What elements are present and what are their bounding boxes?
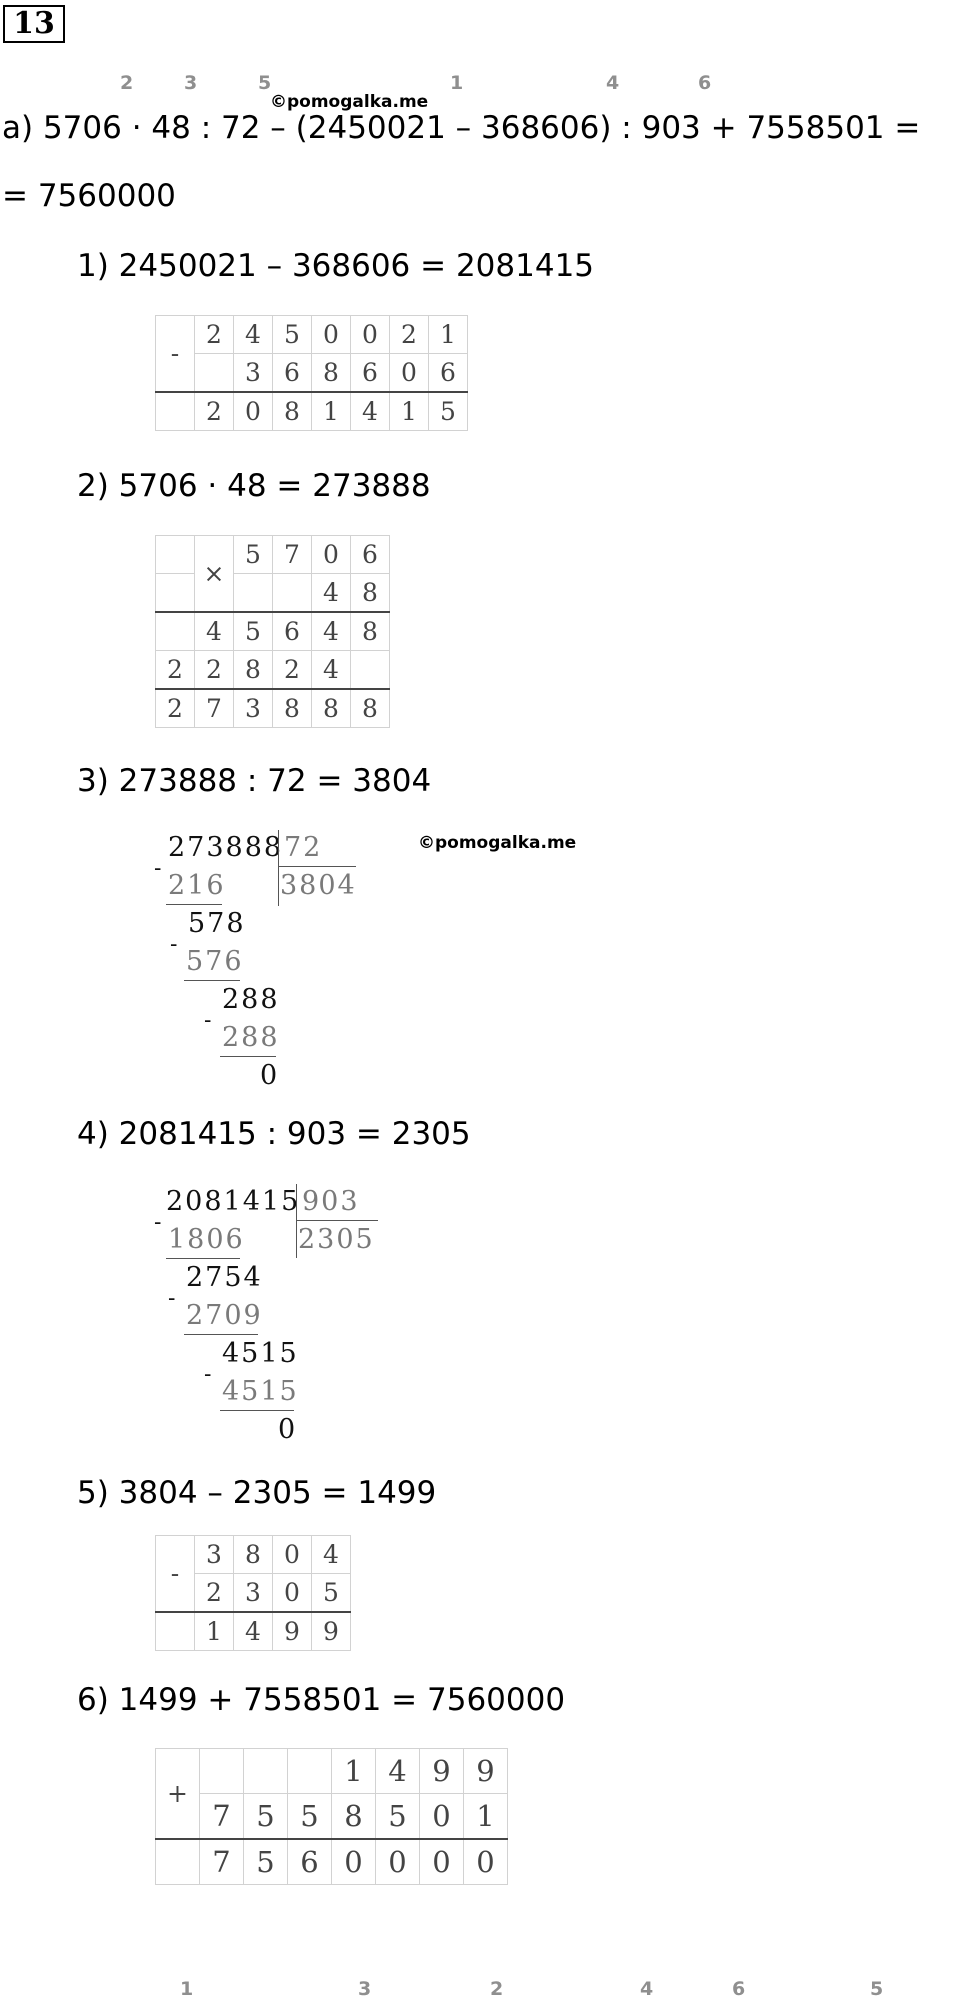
step-6-addition-table — [155, 1748, 508, 1885]
digit: 5 — [429, 392, 468, 431]
quotient-line — [296, 1220, 378, 1221]
digit: 0 — [464, 1839, 508, 1885]
divisor: 903 — [302, 1186, 360, 1217]
digit: 6 — [273, 612, 312, 651]
empty-cell — [288, 1749, 332, 1794]
digit: 0 — [420, 1839, 464, 1885]
digit: 4 — [351, 392, 390, 431]
minus-sign: - — [156, 1536, 195, 1613]
empty-cell — [156, 1839, 200, 1885]
digit: 3 — [234, 1574, 273, 1613]
empty-cell — [156, 536, 195, 574]
digit: 8 — [234, 1536, 273, 1574]
order-marker: 6 — [732, 1978, 746, 2000]
digit: 2 — [195, 392, 234, 431]
dividend: 273888 — [168, 832, 284, 863]
digit: 3 — [234, 354, 273, 393]
digit: 5 — [244, 1794, 288, 1840]
digit: 0 — [273, 1536, 312, 1574]
digit: 1 — [312, 392, 351, 431]
digit: 0 — [273, 1574, 312, 1613]
final-remainder: 0 — [278, 1414, 298, 1445]
digit: 5 — [312, 1574, 351, 1613]
digit: 9 — [420, 1749, 464, 1794]
order-marker: 4 — [606, 72, 620, 94]
digit: 4 — [312, 1536, 351, 1574]
digit: 3 — [195, 1536, 234, 1574]
quotient-line — [278, 866, 356, 867]
digit: 4 — [234, 316, 273, 354]
final-remainder: 0 — [260, 1060, 280, 1091]
subtrahend: 4515 — [222, 1376, 299, 1407]
minus-sign: - — [204, 1008, 214, 1033]
empty-cell — [351, 651, 390, 690]
minus-sign: - — [156, 316, 195, 393]
empty-cell — [273, 574, 312, 613]
digit: 9 — [312, 1612, 351, 1651]
digit: 1 — [195, 1612, 234, 1651]
empty-cell — [156, 574, 195, 613]
digit: 4 — [312, 574, 351, 613]
digit: 4 — [312, 651, 351, 690]
step-6-label: 6) 1499 + 7558501 = 7560000 — [77, 1682, 566, 1718]
digit: 3 — [234, 689, 273, 728]
step-1-label: 1) 2450021 – 368606 = 2081415 — [77, 248, 595, 284]
minus-sign: - — [154, 856, 164, 881]
underline — [166, 904, 222, 905]
digit: 8 — [234, 651, 273, 690]
order-marker: 3 — [358, 1978, 372, 2000]
underline — [220, 1056, 276, 1057]
digit: 0 — [332, 1839, 376, 1885]
digit: 5 — [273, 316, 312, 354]
watermark: ©pomogalka.me — [270, 92, 429, 112]
digit: 7 — [273, 536, 312, 574]
digit: 8 — [312, 689, 351, 728]
digit: 2 — [390, 316, 429, 354]
digit: 8 — [351, 574, 390, 613]
step-3-label: 3) 273888 : 72 = 3804 — [77, 763, 432, 799]
subtrahend: 1806 — [168, 1224, 245, 1255]
digit: 8 — [273, 392, 312, 431]
order-marker: 5 — [258, 72, 272, 94]
divisor: 72 — [284, 832, 323, 863]
digit: 5 — [288, 1794, 332, 1840]
remainder: 4515 — [222, 1338, 299, 1369]
minus-sign: - — [204, 1362, 214, 1387]
empty-cell — [156, 612, 195, 651]
digit: 1 — [464, 1794, 508, 1840]
underline — [220, 1410, 294, 1411]
digit: 0 — [312, 536, 351, 574]
digit: 4 — [234, 1612, 273, 1651]
underline — [166, 1258, 240, 1259]
order-marker: 2 — [120, 72, 134, 94]
order-marker: 4 — [640, 1978, 654, 2000]
expression-line-1: а) 5706 · 48 : 72 – (2450021 – 368606) : 903 + 7558501 = — [2, 110, 921, 146]
remainder: 2754 — [186, 1262, 263, 1293]
digit: 4 — [376, 1749, 420, 1794]
step-2-label: 2) 5706 · 48 = 273888 — [77, 468, 431, 504]
digit: 0 — [351, 316, 390, 354]
digit: 1 — [332, 1749, 376, 1794]
order-marker: 1 — [180, 1978, 194, 2000]
digit: 5 — [234, 536, 273, 574]
digit: 4 — [312, 612, 351, 651]
remainder: 288 — [222, 984, 280, 1015]
digit: 0 — [312, 316, 351, 354]
subtrahend: 288 — [222, 1022, 280, 1053]
step-1-subtraction-table — [155, 315, 468, 431]
division-vertical-line — [296, 1184, 297, 1258]
minus-sign: - — [170, 932, 180, 957]
digit: 6 — [351, 354, 390, 393]
remainder: 578 — [188, 908, 246, 939]
subtrahend: 2709 — [186, 1300, 263, 1331]
task-number-badge: 13 — [3, 5, 65, 43]
order-marker: 3 — [184, 72, 198, 94]
plus-sign: + — [156, 1749, 200, 1840]
digit: 5 — [234, 612, 273, 651]
digit: 7 — [200, 1794, 244, 1840]
step-4-label: 4) 2081415 : 903 = 2305 — [77, 1116, 471, 1152]
underline — [184, 1334, 258, 1335]
empty-cell — [156, 392, 195, 431]
quotient: 2305 — [298, 1224, 375, 1255]
digit: 6 — [273, 354, 312, 393]
digit: 8 — [351, 612, 390, 651]
digit: 2 — [195, 651, 234, 690]
subtrahend: 216 — [168, 870, 226, 901]
digit: 8 — [273, 689, 312, 728]
digit: 5 — [244, 1839, 288, 1885]
digit: 2 — [156, 651, 195, 690]
digit: 1 — [390, 392, 429, 431]
digit: 2 — [195, 1574, 234, 1613]
digit: 8 — [351, 689, 390, 728]
digit: 0 — [376, 1839, 420, 1885]
digit: 9 — [273, 1612, 312, 1651]
empty-cell — [200, 1749, 244, 1794]
digit: 0 — [234, 392, 273, 431]
step-5-subtraction-table — [155, 1535, 351, 1651]
empty-cell — [244, 1749, 288, 1794]
expression-line-2: = 7560000 — [2, 178, 176, 214]
underline — [184, 980, 240, 981]
digit: 0 — [390, 354, 429, 393]
digit: 0 — [420, 1794, 464, 1840]
digit: 7 — [195, 689, 234, 728]
digit — [195, 354, 234, 393]
digit: 8 — [312, 354, 351, 393]
minus-sign: - — [168, 1286, 178, 1311]
digit: 6 — [429, 354, 468, 393]
digit: 2 — [273, 651, 312, 690]
digit: 6 — [351, 536, 390, 574]
minus-sign: - — [154, 1210, 164, 1235]
step-2-multiplication-table — [155, 535, 390, 728]
digit: 8 — [332, 1794, 376, 1840]
subtrahend: 576 — [186, 946, 244, 977]
step-5-label: 5) 3804 – 2305 = 1499 — [77, 1475, 437, 1511]
empty-cell — [156, 1612, 195, 1651]
step-3-long-division — [150, 830, 390, 1095]
times-sign: × — [195, 536, 234, 613]
digit: 6 — [288, 1839, 332, 1885]
order-marker: 6 — [698, 72, 712, 94]
order-marker: 2 — [490, 1978, 504, 2000]
order-marker: 1 — [450, 72, 464, 94]
step-4-long-division — [150, 1184, 390, 1449]
order-marker: 5 — [870, 1978, 884, 2000]
digit: 9 — [464, 1749, 508, 1794]
digit: 4 — [195, 612, 234, 651]
division-vertical-line — [278, 830, 279, 906]
watermark: ©pomogalka.me — [418, 833, 577, 853]
empty-cell — [234, 574, 273, 613]
digit: 2 — [156, 689, 195, 728]
quotient: 3804 — [280, 870, 357, 901]
dividend: 2081415 — [166, 1186, 301, 1217]
digit: 5 — [376, 1794, 420, 1840]
digit: 7 — [200, 1839, 244, 1885]
digit: 1 — [429, 316, 468, 354]
digit: 2 — [195, 316, 234, 354]
